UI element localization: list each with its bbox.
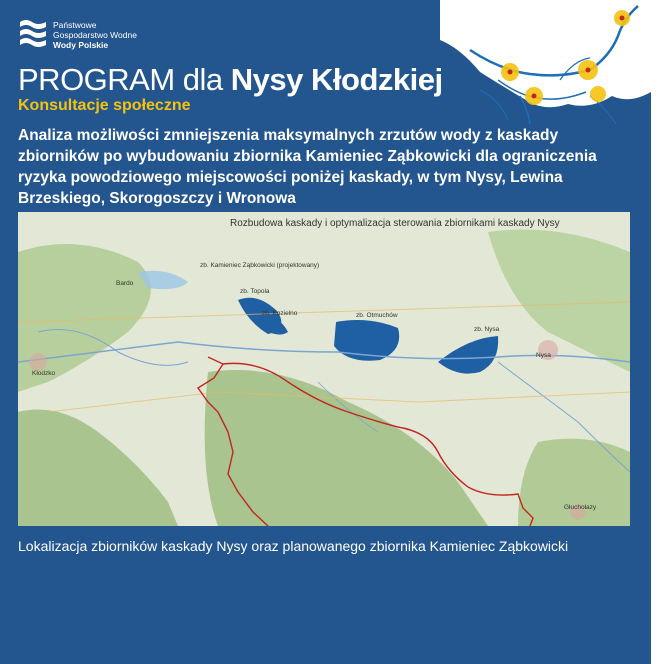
right-margin	[651, 0, 664, 664]
label-nysa-town: Nysa	[536, 352, 551, 359]
brand-line-3: Wody Polskie	[53, 40, 109, 50]
label-kamieniec: zb. Kamieniec Ząbkowicki (projektowany)	[200, 262, 320, 269]
label-otmuchow: zb. Otmuchów	[356, 312, 398, 319]
map-caption: Lokalizacja zbiorników kaskady Nysy oraz planowanego zbiornika Kamieniec Ząbkowicki	[18, 538, 569, 554]
logo-text	[53, 20, 137, 50]
wave-logo-icon	[18, 18, 48, 52]
title-river: Nysy Kłodzkiej	[230, 62, 443, 97]
label-glucholazy: Głuchołazy	[564, 504, 597, 511]
reservoir-map	[18, 212, 630, 526]
label-topola: zb. Topola	[240, 288, 270, 295]
title-program: PROGRAM dla	[18, 62, 231, 97]
article-heading: Analiza możliwości zmniejszenia maksymalnych zrzutów wody z kaskady zbiorników po wybudowaniu zbiornika Kamieniec Ząbkowicki dla ograniczenia ryzyka powodziowego miejscowości poniżej kaskady, w tym Nysy, Lewina Brzeskiego, Skorogoszczy i Wronowa	[18, 127, 597, 207]
marker-dot-icon	[590, 86, 606, 102]
label-bardo: Bardo	[116, 280, 134, 287]
corner-river-map	[440, 0, 651, 130]
map-graphic	[18, 212, 630, 526]
page-title	[18, 62, 443, 98]
label-klodzko: Kłodzko	[32, 370, 56, 377]
label-nysa-reservoir: zb. Nysa	[474, 326, 500, 333]
brand-line-2: Gospodarstwo Wodne	[53, 30, 137, 40]
wody-polskie-logo	[18, 18, 178, 54]
label-kozielno: zb. Kozielno	[262, 310, 298, 317]
brand-line-1: Państwowe	[53, 20, 97, 30]
page-subtitle: Konsultacje społeczne	[18, 97, 191, 114]
map-title: Rozbudowa kaskady i optymalizacja sterowania zbiornikami kaskady Nysy	[230, 218, 560, 229]
